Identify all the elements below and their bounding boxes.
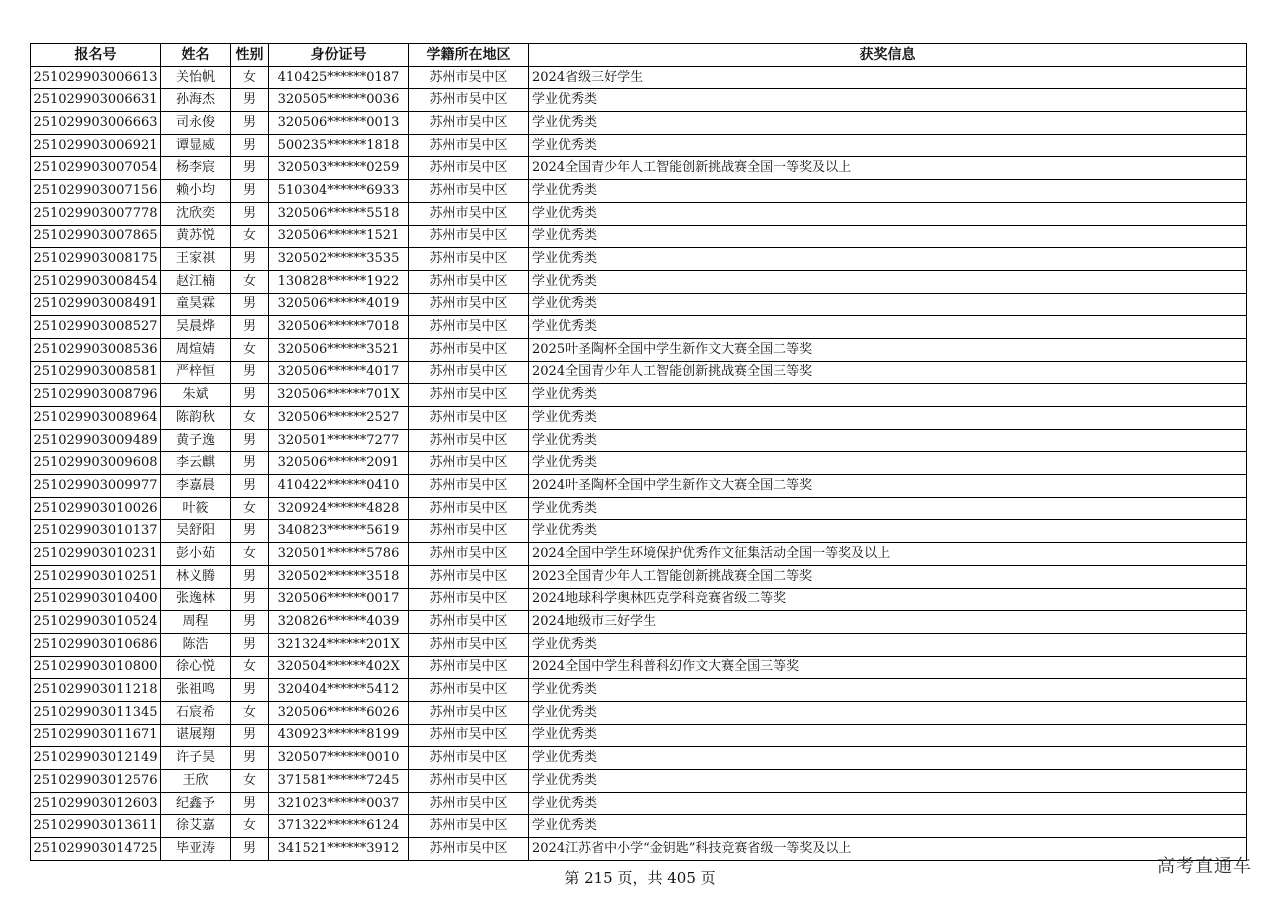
reg-no-cell: 251029903014725	[31, 838, 161, 861]
col-header-id-number: 身份证号	[269, 44, 409, 67]
award-cell: 2024地级市三好学生	[529, 611, 1247, 634]
reg-no-cell: 251029903010524	[31, 611, 161, 634]
gender-cell: 男	[231, 157, 269, 180]
region-cell: 苏州市吴中区	[409, 89, 529, 112]
name-cell: 彭小茹	[161, 543, 231, 566]
award-cell: 学业优秀类	[529, 520, 1247, 543]
award-cell: 学业优秀类	[529, 724, 1247, 747]
id-number-cell: 341521******3912	[269, 838, 409, 861]
id-number-cell: 320506******2091	[269, 452, 409, 475]
name-cell: 朱斌	[161, 384, 231, 407]
gender-cell: 男	[231, 475, 269, 498]
id-number-cell: 321324******201X	[269, 633, 409, 656]
region-cell: 苏州市吴中区	[409, 543, 529, 566]
name-cell: 谭显威	[161, 134, 231, 157]
id-number-cell: 320506******3521	[269, 338, 409, 361]
id-number-cell: 320506******4017	[269, 361, 409, 384]
table-row	[31, 656, 1247, 679]
gender-cell: 女	[231, 270, 269, 293]
reg-no-cell: 251029903010800	[31, 656, 161, 679]
reg-no-cell: 251029903008964	[31, 407, 161, 430]
table-row	[31, 112, 1247, 135]
reg-no-cell: 251029903012603	[31, 792, 161, 815]
id-number-cell: 320924******4828	[269, 497, 409, 520]
name-cell: 徐心悦	[161, 656, 231, 679]
id-number-cell: 410422******0410	[269, 475, 409, 498]
id-number-cell: 130828******1922	[269, 270, 409, 293]
table-row	[31, 543, 1247, 566]
region-cell: 苏州市吴中区	[409, 475, 529, 498]
reg-no-cell: 251029903008175	[31, 248, 161, 271]
gender-cell: 女	[231, 815, 269, 838]
table-row	[31, 497, 1247, 520]
name-cell: 谌展翔	[161, 724, 231, 747]
gender-cell: 男	[231, 361, 269, 384]
name-cell: 陈浩	[161, 633, 231, 656]
name-cell: 关怡帆	[161, 66, 231, 89]
reg-no-cell: 251029903008581	[31, 361, 161, 384]
name-cell: 童昊霖	[161, 293, 231, 316]
gender-cell: 女	[231, 656, 269, 679]
table-row	[31, 565, 1247, 588]
award-cell: 2024地球科学奥林匹克学科竞赛省级二等奖	[529, 588, 1247, 611]
name-cell: 周煊婧	[161, 338, 231, 361]
name-cell: 赖小均	[161, 180, 231, 203]
award-cell: 学业优秀类	[529, 293, 1247, 316]
id-number-cell: 320404******5412	[269, 679, 409, 702]
id-number-cell: 320506******0013	[269, 112, 409, 135]
name-cell: 赵江楠	[161, 270, 231, 293]
gender-cell: 女	[231, 225, 269, 248]
table-row	[31, 248, 1247, 271]
table-row	[31, 633, 1247, 656]
reg-no-cell: 251029903011218	[31, 679, 161, 702]
name-cell: 林义腾	[161, 565, 231, 588]
region-cell: 苏州市吴中区	[409, 497, 529, 520]
id-number-cell: 320506******5518	[269, 202, 409, 225]
reg-no-cell: 251029903008454	[31, 270, 161, 293]
reg-no-cell: 251029903008796	[31, 384, 161, 407]
gender-cell: 男	[231, 316, 269, 339]
name-cell: 吴舒阳	[161, 520, 231, 543]
id-number-cell: 510304******6933	[269, 180, 409, 203]
id-number-cell: 320506******1521	[269, 225, 409, 248]
region-cell: 苏州市吴中区	[409, 270, 529, 293]
award-cell: 学业优秀类	[529, 815, 1247, 838]
name-cell: 沈欣奕	[161, 202, 231, 225]
region-cell: 苏州市吴中区	[409, 520, 529, 543]
col-header-region: 学籍所在地区	[409, 44, 529, 67]
reg-no-cell: 251029903013611	[31, 815, 161, 838]
name-cell: 严梓恒	[161, 361, 231, 384]
award-cell: 学业优秀类	[529, 316, 1247, 339]
award-cell: 2024全国中学生环境保护优秀作文征集活动全国一等奖及以上	[529, 543, 1247, 566]
award-cell: 学业优秀类	[529, 452, 1247, 475]
reg-no-cell: 251029903010251	[31, 565, 161, 588]
col-header-gender: 性别	[231, 44, 269, 67]
name-cell: 陈韵秋	[161, 407, 231, 430]
table-row	[31, 452, 1247, 475]
id-number-cell: 320504******402X	[269, 656, 409, 679]
table-row	[31, 770, 1247, 793]
name-cell: 毕亚涛	[161, 838, 231, 861]
reg-no-cell: 251029903007865	[31, 225, 161, 248]
region-cell: 苏州市吴中区	[409, 384, 529, 407]
award-cell: 2024叶圣陶杯全国中学生新作文大赛全国二等奖	[529, 475, 1247, 498]
name-cell: 许子昊	[161, 747, 231, 770]
region-cell: 苏州市吴中区	[409, 157, 529, 180]
gender-cell: 女	[231, 407, 269, 430]
award-cell: 学业优秀类	[529, 134, 1247, 157]
region-cell: 苏州市吴中区	[409, 679, 529, 702]
id-number-cell: 500235******1818	[269, 134, 409, 157]
name-cell: 周程	[161, 611, 231, 634]
gender-cell: 男	[231, 520, 269, 543]
reg-no-cell: 251029903007778	[31, 202, 161, 225]
reg-no-cell: 251029903010137	[31, 520, 161, 543]
name-cell: 纪鑫予	[161, 792, 231, 815]
region-cell: 苏州市吴中区	[409, 407, 529, 430]
table-row	[31, 407, 1247, 430]
name-cell: 孙海杰	[161, 89, 231, 112]
reg-no-cell: 251029903008491	[31, 293, 161, 316]
reg-no-cell: 251029903006613	[31, 66, 161, 89]
reg-no-cell: 251029903006663	[31, 112, 161, 135]
region-cell: 苏州市吴中区	[409, 701, 529, 724]
award-cell: 学业优秀类	[529, 384, 1247, 407]
id-number-cell: 321023******0037	[269, 792, 409, 815]
gender-cell: 男	[231, 565, 269, 588]
id-number-cell: 320501******7277	[269, 429, 409, 452]
reg-no-cell: 251029903007156	[31, 180, 161, 203]
award-cell: 学业优秀类	[529, 679, 1247, 702]
name-cell: 司永俊	[161, 112, 231, 135]
award-cell: 学业优秀类	[529, 248, 1247, 271]
reg-no-cell: 251029903008527	[31, 316, 161, 339]
award-cell: 2025叶圣陶杯全国中学生新作文大赛全国二等奖	[529, 338, 1247, 361]
table-row	[31, 316, 1247, 339]
region-cell: 苏州市吴中区	[409, 293, 529, 316]
gender-cell: 男	[231, 747, 269, 770]
award-cell: 学业优秀类	[529, 270, 1247, 293]
award-cell: 学业优秀类	[529, 112, 1247, 135]
id-number-cell: 320826******4039	[269, 611, 409, 634]
reg-no-cell: 251029903009489	[31, 429, 161, 452]
table-row	[31, 815, 1247, 838]
gender-cell: 男	[231, 724, 269, 747]
id-number-cell: 430923******8199	[269, 724, 409, 747]
id-number-cell: 371322******6124	[269, 815, 409, 838]
reg-no-cell: 251029903010686	[31, 633, 161, 656]
region-cell: 苏州市吴中区	[409, 815, 529, 838]
region-cell: 苏州市吴中区	[409, 656, 529, 679]
region-cell: 苏州市吴中区	[409, 588, 529, 611]
reg-no-cell: 251029903011671	[31, 724, 161, 747]
region-cell: 苏州市吴中区	[409, 633, 529, 656]
table-row	[31, 89, 1247, 112]
id-number-cell: 340823******5619	[269, 520, 409, 543]
roster-table	[30, 43, 1247, 861]
name-cell: 李嘉晨	[161, 475, 231, 498]
reg-no-cell: 251029903010231	[31, 543, 161, 566]
region-cell: 苏州市吴中区	[409, 838, 529, 861]
award-cell: 2023全国青少年人工智能创新挑战赛全国二等奖	[529, 565, 1247, 588]
gender-cell: 男	[231, 611, 269, 634]
table-row	[31, 520, 1247, 543]
gender-cell: 女	[231, 543, 269, 566]
reg-no-cell: 251029903012576	[31, 770, 161, 793]
name-cell: 黄子逸	[161, 429, 231, 452]
id-number-cell: 320506******701X	[269, 384, 409, 407]
award-cell: 学业优秀类	[529, 202, 1247, 225]
gender-cell: 男	[231, 89, 269, 112]
region-cell: 苏州市吴中区	[409, 724, 529, 747]
name-cell: 张逸林	[161, 588, 231, 611]
table-row	[31, 225, 1247, 248]
table-row	[31, 838, 1247, 861]
gender-cell: 男	[231, 384, 269, 407]
table-row	[31, 588, 1247, 611]
region-cell: 苏州市吴中区	[409, 112, 529, 135]
id-number-cell: 371581******7245	[269, 770, 409, 793]
gender-cell: 男	[231, 792, 269, 815]
table-row	[31, 679, 1247, 702]
name-cell: 张祖鸣	[161, 679, 231, 702]
award-cell: 学业优秀类	[529, 633, 1247, 656]
id-number-cell: 320506******0017	[269, 588, 409, 611]
page-indicator: 第 215 页，共 405 页	[564, 869, 716, 887]
region-cell: 苏州市吴中区	[409, 134, 529, 157]
award-cell: 学业优秀类	[529, 770, 1247, 793]
name-cell: 吴晨烨	[161, 316, 231, 339]
name-cell: 杨李宸	[161, 157, 231, 180]
name-cell: 黄苏悦	[161, 225, 231, 248]
table-row	[31, 384, 1247, 407]
award-cell: 2024全国中学生科普科幻作文大赛全国三等奖	[529, 656, 1247, 679]
id-number-cell: 320507******0010	[269, 747, 409, 770]
table-row	[31, 134, 1247, 157]
gender-cell: 男	[231, 452, 269, 475]
region-cell: 苏州市吴中区	[409, 565, 529, 588]
id-number-cell: 320502******3518	[269, 565, 409, 588]
gender-cell: 女	[231, 701, 269, 724]
table-row	[31, 429, 1247, 452]
table-row	[31, 724, 1247, 747]
gender-cell: 男	[231, 293, 269, 316]
region-cell: 苏州市吴中区	[409, 611, 529, 634]
region-cell: 苏州市吴中区	[409, 225, 529, 248]
table-row	[31, 361, 1247, 384]
id-number-cell: 320506******6026	[269, 701, 409, 724]
col-header-name: 姓名	[161, 44, 231, 67]
table-row	[31, 338, 1247, 361]
region-cell: 苏州市吴中区	[409, 66, 529, 89]
reg-no-cell: 251029903006631	[31, 89, 161, 112]
reg-no-cell: 251029903010026	[31, 497, 161, 520]
name-cell: 李云麒	[161, 452, 231, 475]
gender-cell: 男	[231, 588, 269, 611]
gender-cell: 男	[231, 679, 269, 702]
region-cell: 苏州市吴中区	[409, 316, 529, 339]
region-cell: 苏州市吴中区	[409, 180, 529, 203]
award-cell: 学业优秀类	[529, 701, 1247, 724]
table-row	[31, 270, 1247, 293]
gender-cell: 女	[231, 497, 269, 520]
table-row	[31, 66, 1247, 89]
award-cell: 学业优秀类	[529, 180, 1247, 203]
col-header-reg-no: 报名号	[31, 44, 161, 67]
region-cell: 苏州市吴中区	[409, 202, 529, 225]
gender-cell: 男	[231, 112, 269, 135]
roster-body	[31, 66, 1247, 860]
name-cell: 王欣	[161, 770, 231, 793]
gender-cell: 男	[231, 248, 269, 271]
name-cell: 王家祺	[161, 248, 231, 271]
region-cell: 苏州市吴中区	[409, 770, 529, 793]
gender-cell: 女	[231, 66, 269, 89]
region-cell: 苏州市吴中区	[409, 452, 529, 475]
region-cell: 苏州市吴中区	[409, 248, 529, 271]
award-cell: 学业优秀类	[529, 407, 1247, 430]
table-row	[31, 293, 1247, 316]
award-cell: 学业优秀类	[529, 792, 1247, 815]
id-number-cell: 320501******5786	[269, 543, 409, 566]
table-row	[31, 792, 1247, 815]
table-row	[31, 747, 1247, 770]
region-cell: 苏州市吴中区	[409, 429, 529, 452]
gender-cell: 女	[231, 338, 269, 361]
gender-cell: 男	[231, 838, 269, 861]
award-cell: 学业优秀类	[529, 429, 1247, 452]
region-cell: 苏州市吴中区	[409, 361, 529, 384]
award-cell: 学业优秀类	[529, 497, 1247, 520]
reg-no-cell: 251029903008536	[31, 338, 161, 361]
region-cell: 苏州市吴中区	[409, 338, 529, 361]
header-row	[31, 44, 1247, 67]
id-number-cell: 320506******2527	[269, 407, 409, 430]
award-cell: 学业优秀类	[529, 89, 1247, 112]
gender-cell: 男	[231, 429, 269, 452]
name-cell: 叶筱	[161, 497, 231, 520]
table-row	[31, 157, 1247, 180]
award-cell: 学业优秀类	[529, 225, 1247, 248]
table-row	[31, 475, 1247, 498]
region-cell: 苏州市吴中区	[409, 747, 529, 770]
reg-no-cell: 251029903010400	[31, 588, 161, 611]
id-number-cell: 320503******0259	[269, 157, 409, 180]
region-cell: 苏州市吴中区	[409, 792, 529, 815]
reg-no-cell: 251029903011345	[31, 701, 161, 724]
reg-no-cell: 251029903006921	[31, 134, 161, 157]
reg-no-cell: 251029903009608	[31, 452, 161, 475]
reg-no-cell: 251029903012149	[31, 747, 161, 770]
table-row	[31, 180, 1247, 203]
reg-no-cell: 251029903009977	[31, 475, 161, 498]
watermark-text: 高考直通车	[1157, 856, 1252, 877]
gender-cell: 男	[231, 180, 269, 203]
name-cell: 徐艾嘉	[161, 815, 231, 838]
gender-cell: 男	[231, 134, 269, 157]
id-number-cell: 320505******0036	[269, 89, 409, 112]
gender-cell: 男	[231, 633, 269, 656]
award-cell: 2024全国青少年人工智能创新挑战赛全国一等奖及以上	[529, 157, 1247, 180]
award-cell: 2024全国青少年人工智能创新挑战赛全国三等奖	[529, 361, 1247, 384]
gender-cell: 女	[231, 770, 269, 793]
reg-no-cell: 251029903007054	[31, 157, 161, 180]
table-row	[31, 202, 1247, 225]
name-cell: 石宸希	[161, 701, 231, 724]
col-header-award: 获奖信息	[529, 44, 1247, 67]
id-number-cell: 320506******4019	[269, 293, 409, 316]
table-row	[31, 701, 1247, 724]
id-number-cell: 410425******0187	[269, 66, 409, 89]
award-cell: 2024省级三好学生	[529, 66, 1247, 89]
id-number-cell: 320506******7018	[269, 316, 409, 339]
id-number-cell: 320502******3535	[269, 248, 409, 271]
table-row	[31, 611, 1247, 634]
gender-cell: 男	[231, 202, 269, 225]
award-cell: 2024江苏省中小学“金钥匙”科技竞赛省级一等奖及以上	[529, 838, 1247, 861]
award-cell: 学业优秀类	[529, 747, 1247, 770]
